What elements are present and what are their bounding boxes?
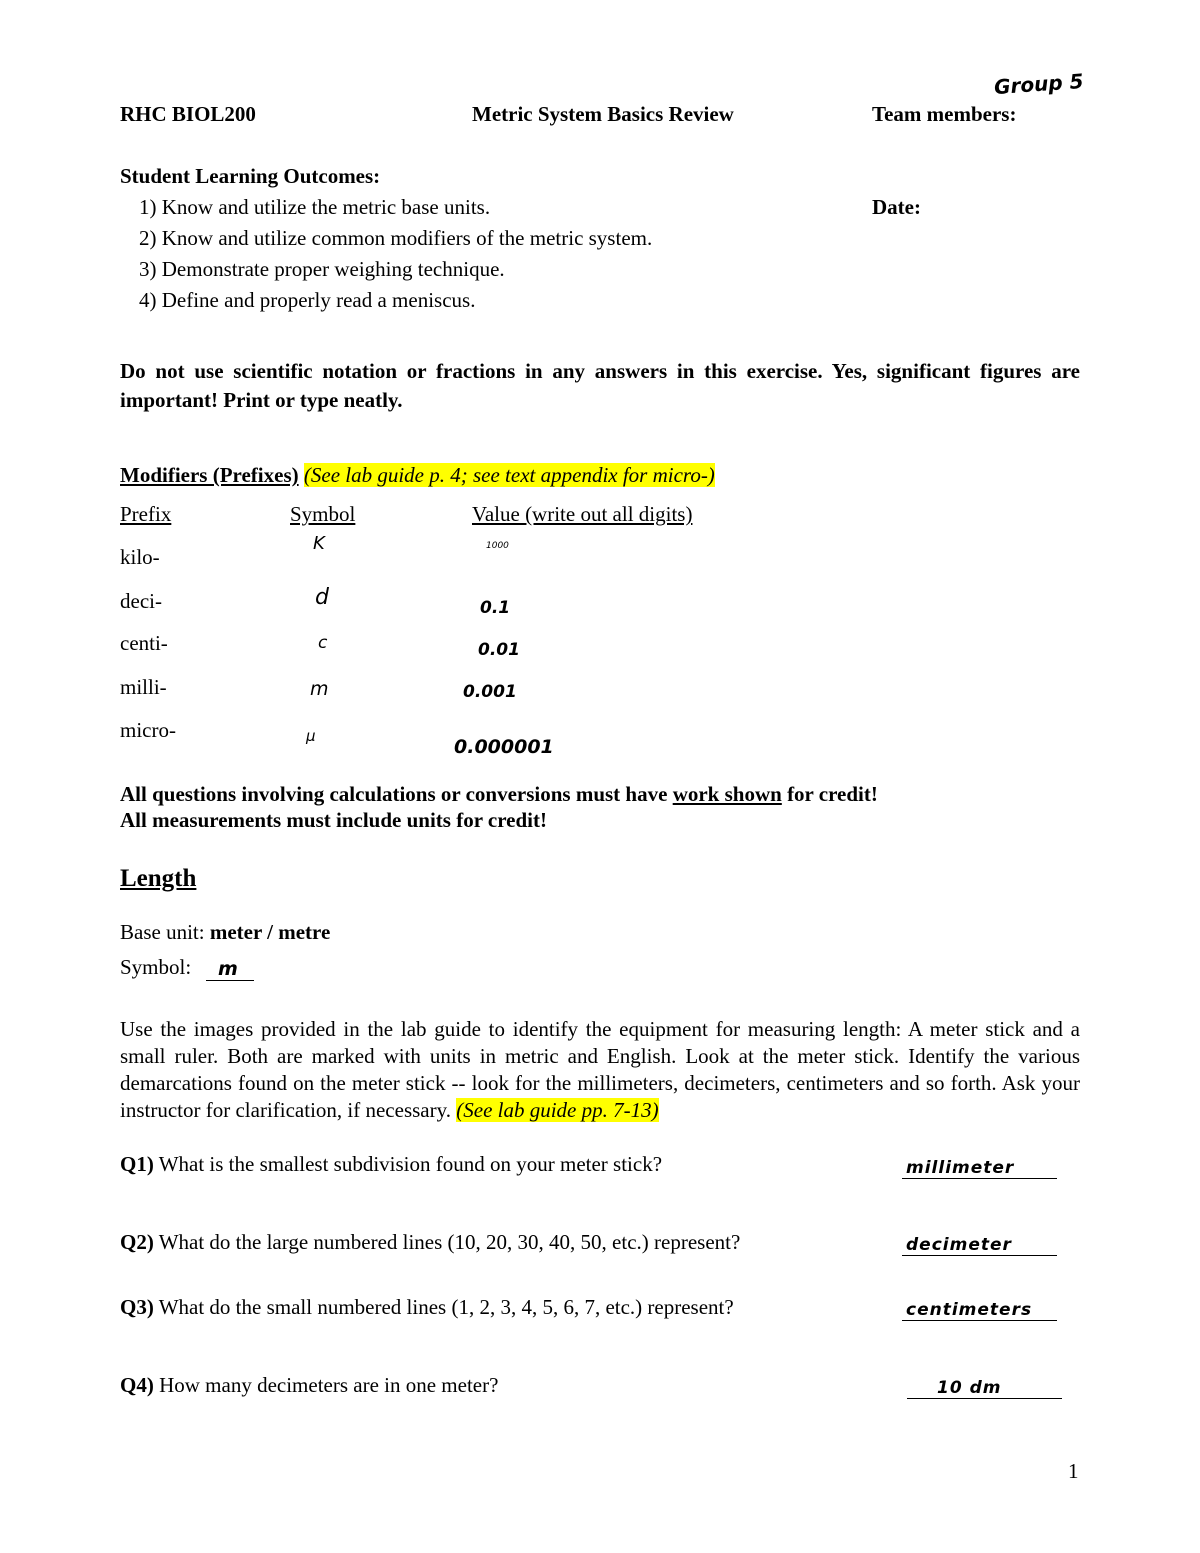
col-symbol-header: Symbol: [290, 502, 356, 526]
answer-text: 10 dm: [937, 1378, 1002, 1398]
page-number: 1: [1068, 1459, 1079, 1483]
meter-stick-paragraph: [120, 1016, 1080, 1124]
symbol-cell: μ: [306, 727, 316, 745]
col-value-header: Value (write out all digits): [472, 502, 693, 526]
outcome-item: 4) Define and properly read a meniscus.: [139, 288, 476, 312]
symbol-cell: K: [313, 533, 325, 554]
outcome-item: 3) Demonstrate proper weighing technique.: [139, 257, 505, 281]
modifiers-header: [120, 463, 715, 488]
value-cell: 0.01: [478, 640, 520, 660]
symbol-label: Symbol:: [120, 955, 192, 979]
notation-instructions: Do not use scientific notation or fractions in any answers in this exercise. Yes, significant figures are important! Print or type neatly.: [120, 359, 1080, 412]
group-annotation: Group 5: [993, 68, 1085, 100]
credit-text: All questions involving calculations or conversions must have: [120, 782, 673, 806]
question-text: How many decimeters are in one meter?: [153, 1373, 499, 1397]
base-unit-value: meter / metre: [209, 920, 331, 944]
base-unit-label: Base unit:: [120, 920, 210, 944]
symbol-cell: d: [315, 585, 329, 610]
credit-text: for credit!: [781, 782, 878, 806]
question-q2: [120, 1230, 740, 1255]
question-text: What do the small numbered lines (1, 2, 3, 4, 5, 6, 7, etc.) represent?: [153, 1295, 734, 1319]
credit-underlined: work shown: [672, 782, 782, 806]
outcome-item: 2) Know and utilize common modifiers of the metric system.: [139, 226, 653, 250]
prefix-cell: deci-: [120, 589, 162, 613]
question-label: Q3): [120, 1295, 154, 1319]
col-prefix-header: Prefix: [120, 502, 172, 526]
team-members-label: Team members:: [872, 102, 1017, 126]
length-heading: Length: [120, 865, 197, 892]
value-cell: 0.000001: [454, 736, 554, 758]
question-label: Q1): [120, 1152, 154, 1176]
answer-q4: [907, 1372, 1062, 1399]
symbol-answer: m: [218, 958, 239, 980]
base-unit-line: [120, 920, 330, 945]
symbol-cell: c: [318, 633, 328, 653]
question-label: Q4): [120, 1373, 154, 1397]
answer-q1: [902, 1152, 1057, 1179]
modifiers-note: (See lab guide p. 4; see text appendix for micro-): [303, 463, 715, 487]
value-cell: 0.001: [463, 682, 517, 702]
answer-text: centimeters: [906, 1300, 1033, 1320]
course-code: RHC BIOL200: [120, 102, 256, 126]
credit-note-work: [120, 782, 878, 807]
prefix-cell: micro-: [120, 718, 176, 742]
outcome-item: 1) Know and utilize the metric base units.: [139, 195, 491, 219]
outcomes-heading: Student Learning Outcomes:: [120, 164, 381, 188]
symbol-cell: m: [310, 678, 329, 700]
value-cell: 0.1: [480, 598, 511, 618]
answer-q3: [902, 1294, 1057, 1321]
answer-text: millimeter: [906, 1158, 1015, 1178]
credit-note-units: All measurements must include units for credit!: [120, 808, 547, 832]
question-q4: [120, 1373, 498, 1398]
prefix-cell: kilo-: [120, 545, 160, 569]
answer-q2: [902, 1229, 1057, 1256]
symbol-answer-line: [206, 954, 254, 981]
question-text: What do the large numbered lines (10, 20, 30, 40, 50, etc.) represent?: [153, 1230, 741, 1254]
value-cell: 1000: [486, 541, 509, 551]
question-label: Q2): [120, 1230, 154, 1254]
question-q3: [120, 1295, 734, 1320]
document-title: Metric System Basics Review: [472, 102, 734, 126]
symbol-line: [120, 955, 191, 980]
date-label: Date:: [872, 195, 921, 219]
question-q1: [120, 1152, 662, 1177]
paragraph-text: Use the images provided in the lab guide to identify the equipment for measuring length: A meter stick and a small ruler. Both are marked with units in metric and English. Look at the meter stick. Identify the various demarcations found on the meter stick -- look for the millimeters, decimeters, centimeters and so forth. Ask your instructor for clarification, if necessary.: [120, 1017, 1080, 1122]
prefix-cell: milli-: [120, 675, 167, 699]
prefix-cell: centi-: [120, 631, 168, 655]
paragraph-note: (See lab guide pp. 7-13): [456, 1098, 659, 1122]
question-text: What is the smallest subdivision found on your meter stick?: [153, 1152, 663, 1176]
answer-text: decimeter: [906, 1235, 1012, 1255]
modifiers-heading: Modifiers (Prefixes): [120, 463, 299, 487]
